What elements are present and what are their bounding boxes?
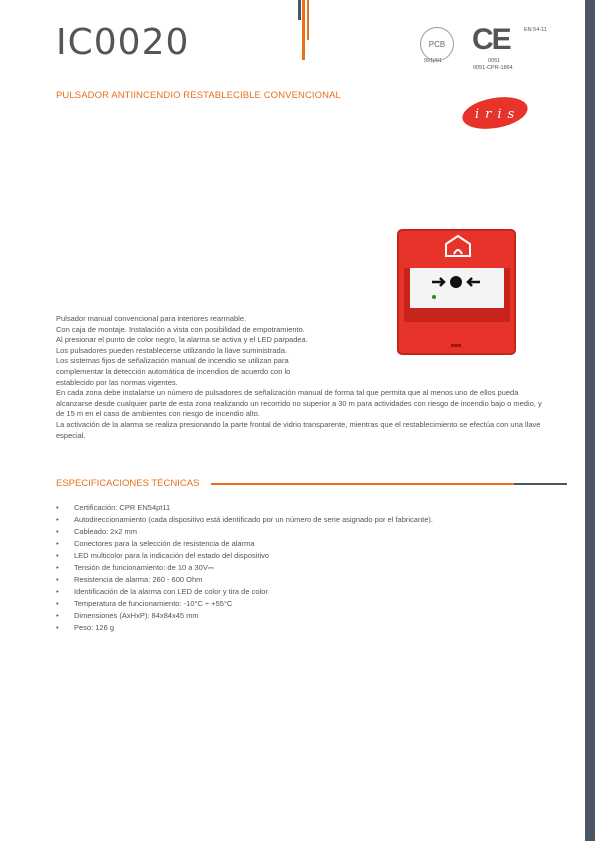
side-bar	[585, 0, 595, 841]
description-line: Al presionar el punto de color negro, la alarma se activa y el LED parpadea.	[56, 335, 308, 345]
ce-number: 0051	[488, 58, 501, 64]
en-standard: EN 54-11	[524, 27, 547, 33]
description-line: Pulsador manual convencional para interiores rearmable.	[56, 314, 247, 323]
description-line: Los pulsadores pueden restablecerse utilizando la llave suministrada.	[56, 345, 287, 355]
svg-text:iris: iris	[475, 107, 521, 122]
description-line: complementar la detección automática de incendios de acuerdo con lo	[56, 366, 291, 376]
top-deco-orange	[302, 0, 305, 60]
spec-item: • LED multicolor para la indicación del estado del dispositivo	[56, 550, 433, 562]
page-title: IC0020	[56, 22, 190, 63]
spec-item: • Resistencia de alarma: 260 - 600 Ohm	[56, 574, 433, 586]
spec-item: • Tensión de funcionamiento: de 10 a 30V⎓	[56, 562, 433, 574]
ce-mark: CE	[472, 23, 510, 56]
spec-item: • Peso: 126 g	[56, 622, 433, 634]
specs-heading: ESPECIFICACIONES TÉCNICAS	[56, 478, 200, 489]
specs-list	[56, 502, 433, 634]
description-line: Con caja de montaje. Instalación a vista con posibilidad de empotramiento.	[56, 324, 305, 334]
spec-item: • Conectores para la selección de resistencia de alarma	[56, 538, 433, 550]
spec-item: • Certificación: CPR EN54pt11	[56, 502, 433, 514]
pcb-code: 991j/01	[424, 58, 443, 64]
spec-item: • Dimensiones (AxHxP): 84x84x45 mm	[56, 610, 433, 622]
description-line: establecido por las normas vigentes.	[56, 377, 178, 387]
page-subtitle: PULSADOR ANTIINCENDIO RESTABLECIBLE CONVENCIONAL	[56, 90, 341, 101]
spec-item: • Autodireccionamiento (cada dispositivo está identificado por un número de serie asignado por el fabricante).	[56, 514, 433, 526]
pcb-label: PCB	[428, 39, 446, 49]
ce-cpr: 0051-CPR-1864	[473, 65, 513, 71]
iris-logo	[461, 97, 529, 129]
specs-rule-gray	[514, 483, 567, 485]
pcb-cert-seal	[420, 27, 454, 61]
spec-item: • Identificación de la alarma con LED de color y tira de color	[56, 586, 433, 598]
description-activation: La activación de la alarma se realiza presionando la parte frontal de vidrio transparente, mientras que el restablecimiento se efectúa con una llave especial.	[56, 419, 541, 440]
description-zone: En cada zona debe instalarse un número de pulsadores de señalización manual de forma tal que permita que al menos uno de ellos pueda alcanzarse desde cualquier parte de esta zona realizando un recorrido no superior a 30 m para actividades con riesgo de incendio bajo o medio, y de 15 m en el caso de ambientes con riesgo de incendio alto.	[56, 388, 542, 419]
top-deco-gray	[298, 0, 301, 20]
specs-rule-orange	[211, 483, 514, 485]
spec-item: • Cableado: 2x2 mm	[56, 526, 433, 538]
top-deco-orange-2	[307, 0, 309, 40]
description-line: Los sistemas fijos de señalización manual de incendio se utilizan para	[56, 356, 289, 366]
spec-item: • Temperatura de funcionamiento: -10°C ÷ +55°C	[56, 598, 433, 610]
description	[56, 314, 546, 441]
